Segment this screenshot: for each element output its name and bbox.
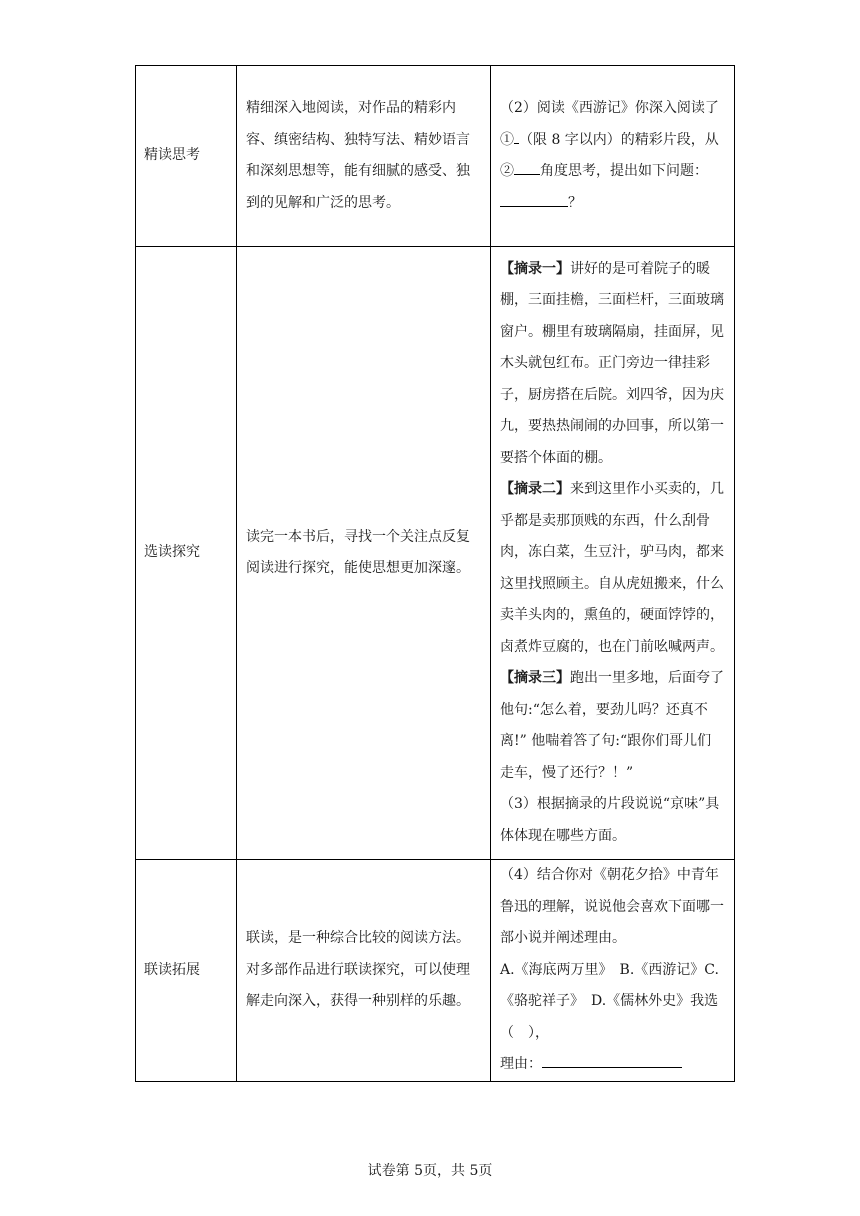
excerpt-text: 讲好的是可着院子的暖棚，三面挂檐，三面栏杆，三面玻璃窗户。棚里有玻璃隔扇，挂面屏，见木头就包红布。正门旁边一律挂彩子，厨房搭在后院。刘四爷，因为庆九，要热热闹闹的办回事，所以第一要搭个体面的棚。	[500, 260, 724, 466]
reason-blank[interactable]	[542, 1053, 682, 1068]
question-4: （4）结合你对《朝花夕拾》中青年鲁迅的理解，说说他会喜欢下面哪一部小说并阐述理由。	[500, 867, 724, 946]
table-row	[136, 66, 735, 247]
excerpt-text: 来到这里作小买卖的，几乎都是卖那顶贱的东西，什么刮骨肉，冻白菜，生豆汁，驴马肉，都来这里找照顾主。自从虎妞搬来，什么卖羊头肉的，熏鱼的，硬面饽饽的，卤煮炸豆腐的，也在门前吆喊两声。	[500, 481, 724, 655]
reason-label: 理由：	[500, 1056, 542, 1072]
task-text-1: （2）阅读《西游记》你深入阅读了①	[500, 100, 719, 148]
category-cell: 精读思考	[136, 66, 237, 247]
category-cell: 选读探究	[136, 247, 237, 860]
task-text-end: ？	[568, 194, 582, 211]
answer-blank-3[interactable]	[500, 192, 568, 207]
task-text-2: （限 8 字以内）的精彩片段，从②	[500, 131, 719, 179]
excerpt-2	[500, 474, 724, 663]
reading-task-table	[135, 65, 735, 1082]
question-4-cell	[491, 860, 735, 1082]
options: A.《海底两万里》 B.《西游记》C.《骆驼祥子》 D.《儒林外史》我选（ ），	[500, 961, 719, 1041]
excerpt-label: 【摘录一】	[500, 260, 570, 277]
excerpts-cell	[491, 247, 735, 860]
table-row	[136, 247, 735, 860]
question-3: （3）根据摘录的片段说说“京味”具体体现在哪些方面。	[500, 796, 720, 844]
excerpt-label: 【摘录三】	[500, 670, 570, 687]
task-cell	[491, 66, 735, 247]
excerpt-1	[500, 254, 724, 475]
page-footer: 试卷第 5页，共 5页	[367, 1163, 493, 1179]
task-text-3: 角度思考，提出如下问题：	[540, 163, 708, 179]
excerpt-label: 【摘录二】	[500, 481, 570, 498]
excerpt-text: 跑出一里多地，后面夸了他句:“怎么着，要劲儿吗？还真不离!” 他喘着答了句:“跟你们哥儿们走车，慢了还行？！”	[500, 670, 724, 781]
reason-line	[500, 1049, 724, 1081]
answer-blank-2[interactable]	[514, 160, 540, 175]
table-row	[136, 860, 735, 1082]
excerpt-3	[500, 663, 724, 789]
description-cell: 联读，是一种综合比较的阅读方法。对多部作品进行联读探究，可以使理解走向深入，获得一种别样的乐趣。	[237, 860, 491, 1082]
description-cell: 读完一本书后，寻找一个关注点反复阅读进行探究，能使思想更加深邃。	[237, 247, 491, 860]
description-cell: 精细深入地阅读，对作品的精彩内容、缜密结构、独特写法、精妙语言和深刻思想等，能有细腻的感受、独到的见解和广泛的思考。	[237, 66, 491, 247]
category-cell: 联读拓展	[136, 860, 237, 1082]
